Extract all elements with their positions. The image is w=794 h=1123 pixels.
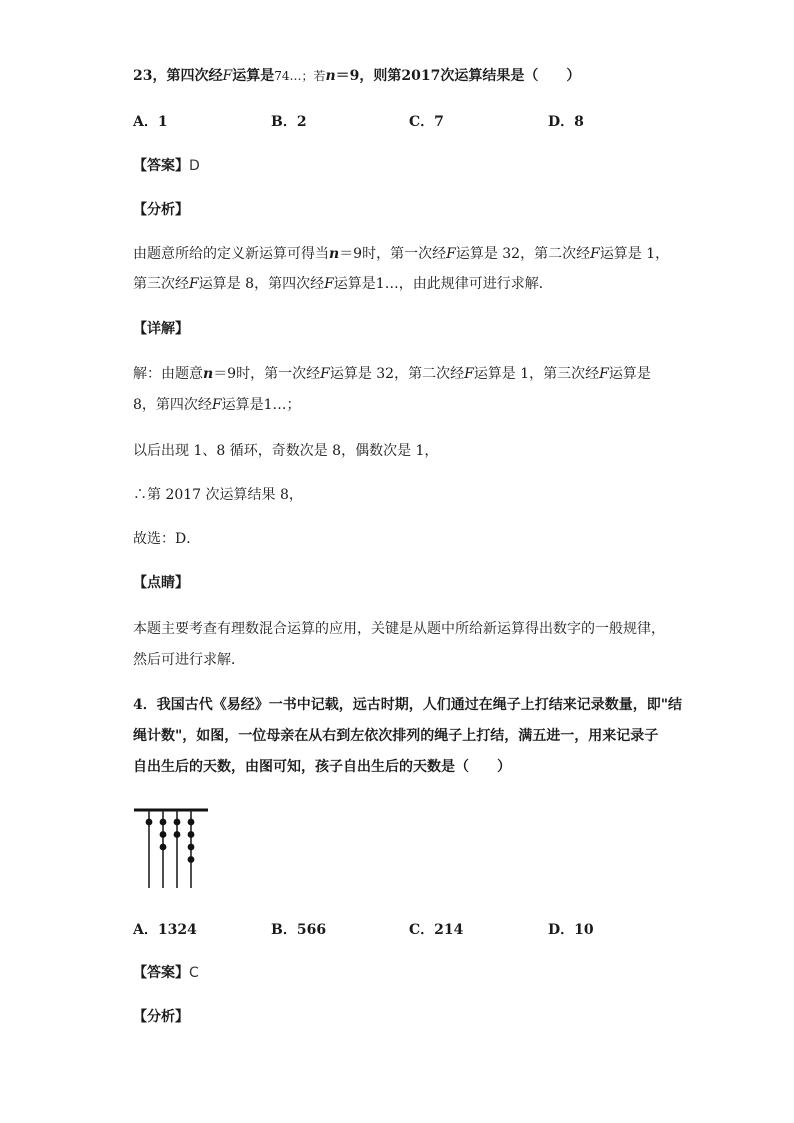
var-n: n <box>329 246 340 262</box>
knot <box>188 819 195 826</box>
q3-detail-line-5: 故选：D． <box>133 531 201 547</box>
text: 运算是 8，第四次经 <box>198 276 325 292</box>
stem-text: ＝9，则第2017次运算结果是（ ） <box>335 68 581 84</box>
var-f: F <box>320 366 330 382</box>
var-n: n <box>203 366 214 382</box>
q4-option-d[interactable]: D．10 <box>548 922 594 938</box>
question-3-stem <box>133 66 580 86</box>
var-f: F <box>189 276 199 292</box>
text: 解：由题意 <box>133 366 203 382</box>
var-f: F <box>211 397 222 413</box>
stem-var-f: F <box>222 68 233 84</box>
q3-answer <box>133 156 200 176</box>
q4-option-c[interactable]: C．214 <box>409 922 464 938</box>
q3-detail-line-4: ∴第 2017 次运算结果 8， <box>133 487 303 503</box>
knot <box>188 844 195 851</box>
q3-comment-tag: 【点睛】 <box>133 575 189 591</box>
q3-analysis-line-2 <box>133 274 553 294</box>
q4-option-a[interactable]: A．1324 <box>133 922 197 938</box>
stem-text: 运算是 <box>232 68 275 84</box>
answer-tag: 【答案】 <box>133 158 189 174</box>
answer-value: D <box>189 158 200 174</box>
text: 运算是 32，第二次经 <box>329 366 465 382</box>
q4-option-b[interactable]: B．566 <box>271 922 327 938</box>
stem-text: 23，第四次经 <box>133 68 223 84</box>
knot <box>146 819 153 826</box>
var-f: F <box>599 366 609 382</box>
knot <box>188 856 195 863</box>
q4-analysis-tag: 【分析】 <box>133 1009 189 1025</box>
question-4-stem-line-2: 绳计数"，如图，一位母亲在从右到左依次排列的绳子上打结，满五进一，用来记录子 <box>133 728 659 744</box>
var-f: F <box>324 276 334 292</box>
stem-var-n: n <box>325 68 336 84</box>
stem-text: 74…；若 <box>274 69 326 83</box>
q3-detail-line-2 <box>133 395 301 415</box>
answer-tag: 【答案】 <box>133 965 189 981</box>
text: 运算是 1， <box>599 246 670 262</box>
q3-detail-tag: 【详解】 <box>133 321 189 337</box>
knot <box>188 831 195 838</box>
q3-analysis-line-1 <box>133 244 669 264</box>
text: 由题意所给的定义新运算可得当 <box>133 246 329 262</box>
knot <box>160 831 167 838</box>
knot <box>160 844 167 851</box>
knot-rope-figure <box>130 800 220 895</box>
text: 运算是 1，第三次经 <box>473 366 600 382</box>
text: 运算是 32，第二次经 <box>455 246 591 262</box>
knot <box>174 831 181 838</box>
var-f: F <box>446 246 456 262</box>
text: 运算是1…，由此规律可进行求解． <box>333 276 553 292</box>
q3-option-c[interactable]: C．7 <box>409 114 444 130</box>
q3-detail-line-1 <box>133 364 651 384</box>
var-f: F <box>464 366 474 382</box>
q3-detail-line-3: 以后出现 1、8 循环，奇数次是 8，偶数次是 1， <box>133 443 439 459</box>
q3-option-b[interactable]: B．2 <box>271 114 307 130</box>
answer-value: C <box>189 965 199 981</box>
q4-answer <box>133 963 199 983</box>
text: ＝9时，第一次经 <box>213 366 321 382</box>
q3-analysis-tag: 【分析】 <box>133 202 189 218</box>
text: 运算是1…； <box>221 397 301 413</box>
question-4-stem-line-3: 自出生后的天数，由图可知，孩子自出生后的天数是（ ） <box>133 759 511 775</box>
q3-option-a[interactable]: A．1 <box>133 114 168 130</box>
q3-comment-line-2: 然后可进行求解． <box>133 652 245 668</box>
text: 运算是 <box>608 366 651 382</box>
knot <box>174 819 181 826</box>
text: 第三次经 <box>133 276 189 292</box>
question-4-stem-line-1: 4．我国古代《易经》一书中记载，远古时期，人们通过在绳子上打结来记录数量，即"结 <box>133 697 683 713</box>
var-f: F <box>590 246 600 262</box>
q3-option-d[interactable]: D．8 <box>548 114 584 130</box>
knot <box>160 819 167 826</box>
text: 8，第四次经 <box>133 397 212 413</box>
text: ＝9时，第一次经 <box>339 246 447 262</box>
q3-comment-line-1: 本题主要考查有理数混合运算的应用，关键是从题中所给新运算得出数字的一般规律， <box>133 621 665 637</box>
